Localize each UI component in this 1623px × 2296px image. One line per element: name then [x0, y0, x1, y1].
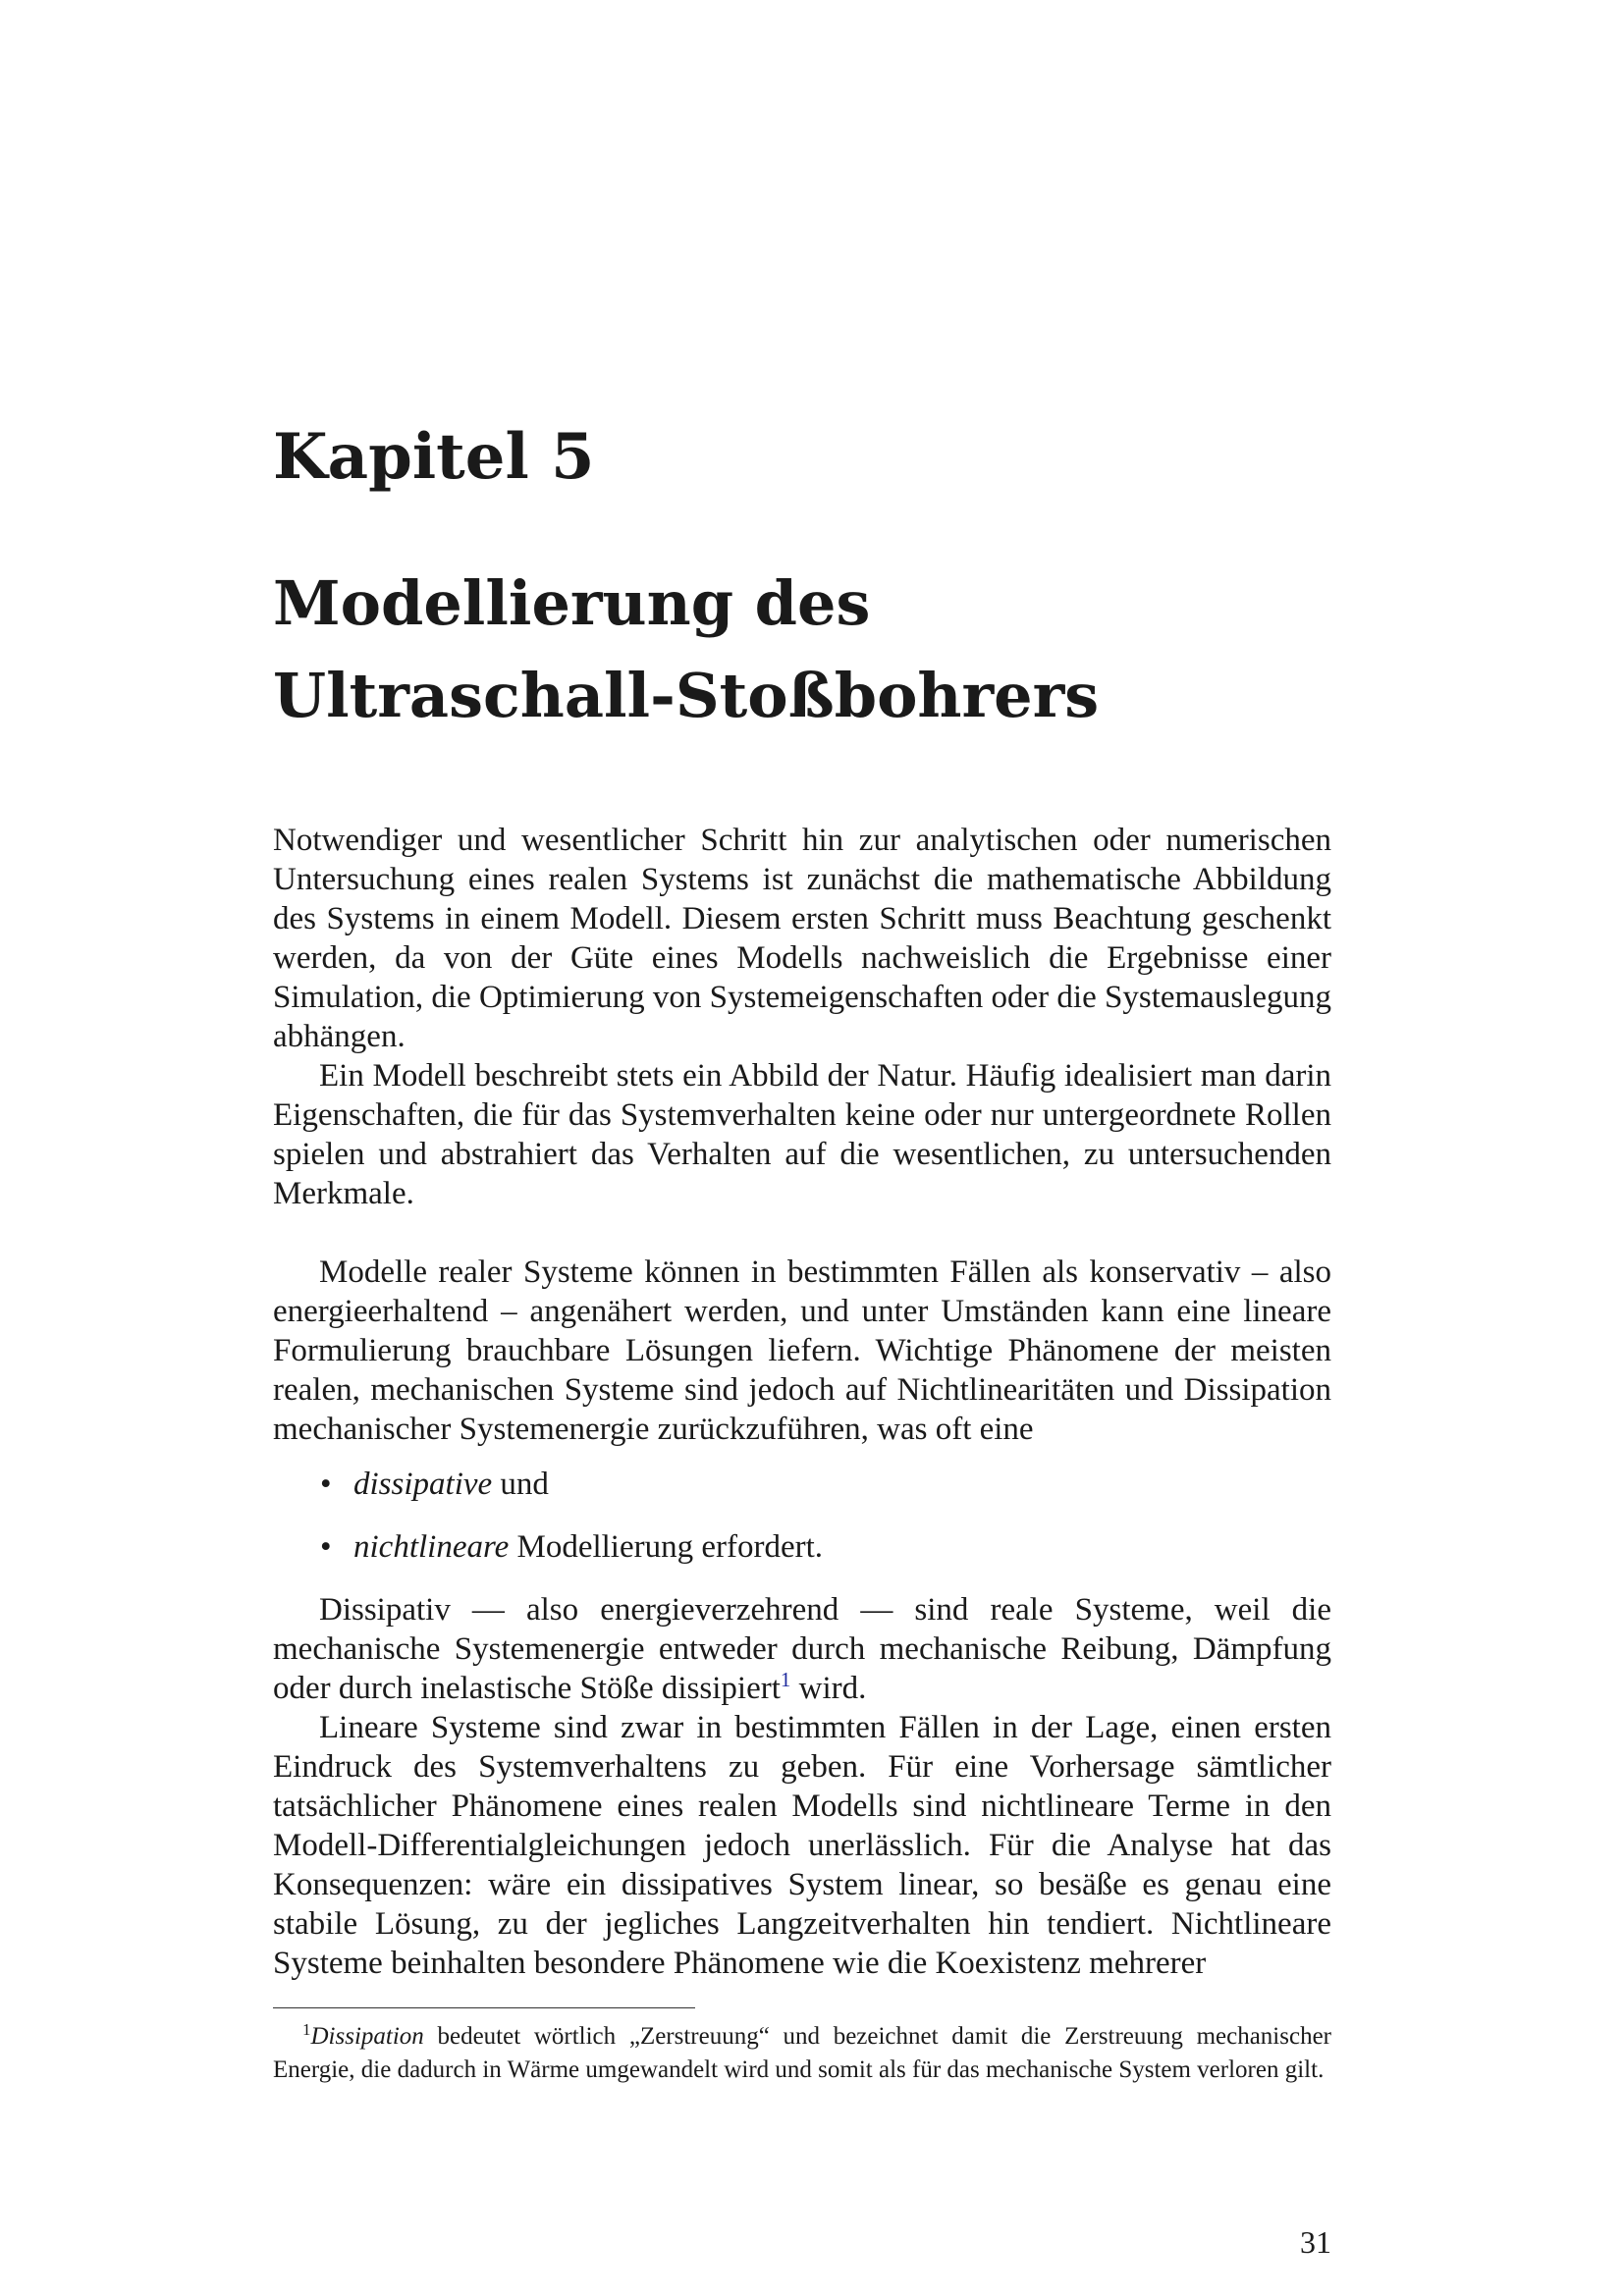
paragraph-3: Modelle realer Systeme können in bestimmten Fällen als konservativ – also energieerhaltend – angenähert werden, und unter Umständen kann eine lineare Formulierung brauchbare Lösungen liefern. Wichtige Phänomene der meisten realen, mechanischen Systeme sind jedoch auf Nichtlinearitäten und Dissipation mechanischer Systemenergie zurückzuführen, was oft eine: [273, 1255, 1331, 1447]
footnote-term: Dissipation: [310, 2023, 424, 2050]
bullet-list: [273, 1465, 1331, 1567]
list-item: [273, 1465, 1331, 1504]
paragraph-2: Ein Modell beschreibt stets ein Abbild der Natur. Häufig idealisiert man darin Eigenschaften, die für das Systemverhalten keine oder nur untergeordnete Rollen spielen und abstrahiert das Verhalten auf die wesentlichen, zu untersuchenden Merkmale.: [273, 1058, 1331, 1211]
list-item-text: Modellierung erfordert.: [509, 1529, 824, 1565]
list-item: [273, 1527, 1331, 1567]
footnote-mark: 1: [302, 2020, 311, 2039]
bullet-icon: •: [320, 1529, 332, 1565]
chapter-title-line-2: Ultraschall-Stoßbohrers: [273, 660, 1100, 731]
footnote-text: bedeutet wörtlich „Zerstreuung“ und bezeichnet damit die Zerstreuung mechanischer Energie, die dadurch in Wärme umgewandelt wird und somit als für das mechanische System verloren gilt.: [273, 2023, 1331, 2083]
footnote-divider: [273, 2007, 695, 2008]
page-number: 31: [1300, 2224, 1331, 2260]
paragraph-1: Notwendiger und wesentlicher Schritt hin zur analytischen oder numerischen Untersuchung eines realen Systems ist zunächst die mathematische Abbildung des Systems in einem Modell. Diesem ersten Schritt muss Beachtung geschenkt werden, da von der Güte eines Modells nachweislich die Ergebnisse einer Simulation, die Optimierung von Systemeigenschaften oder die Systemauslegung abhängen.: [273, 823, 1331, 1054]
footnote: [273, 2020, 1331, 2087]
chapter-title: [273, 558, 1331, 742]
bullet-icon: •: [320, 1467, 332, 1502]
chapter-label: Kapitel 5: [273, 420, 595, 494]
chapter-title-line-1: Modellierung des: [273, 567, 871, 639]
list-item-text: und: [492, 1467, 549, 1502]
footnote-reference[interactable]: 1: [780, 1668, 791, 1691]
paragraph-5: Lineare Systeme sind zwar in bestimmten Fällen in der Lage, einen ersten Eindruck des Systemverhaltens zu geben. Für eine Vorhersage sämtlicher tatsächlicher Phänomene eines realen Modells sind nichtlineare Terme in den Modell-Differentialgleichungen jedoch unerlässlich. Für die Analyse hat das Konsequenzen: wäre ein dissipatives System linear, so besäße es genau eine stabile Lösung, zu der jegliches Langzeitverhalten hin tendiert. Nichtlineare Systeme beinhalten besondere Phänomene wie die Koexistenz mehrerer: [273, 1710, 1331, 1981]
list-item-emphasis: nichtlineare: [353, 1529, 510, 1565]
list-item-emphasis: dissipative: [353, 1467, 493, 1502]
paragraph-4: [273, 1590, 1331, 1708]
paragraph-4-end: wird.: [790, 1671, 867, 1706]
body-text: [273, 821, 1331, 1983]
paragraph-4-text: Dissipativ — also energieverzehrend — sind reale Systeme, weil die mechanische Systemenergie entweder durch mechanische Reibung, Dämpfung oder durch inelastische Stöße dissipiert: [273, 1592, 1331, 1706]
